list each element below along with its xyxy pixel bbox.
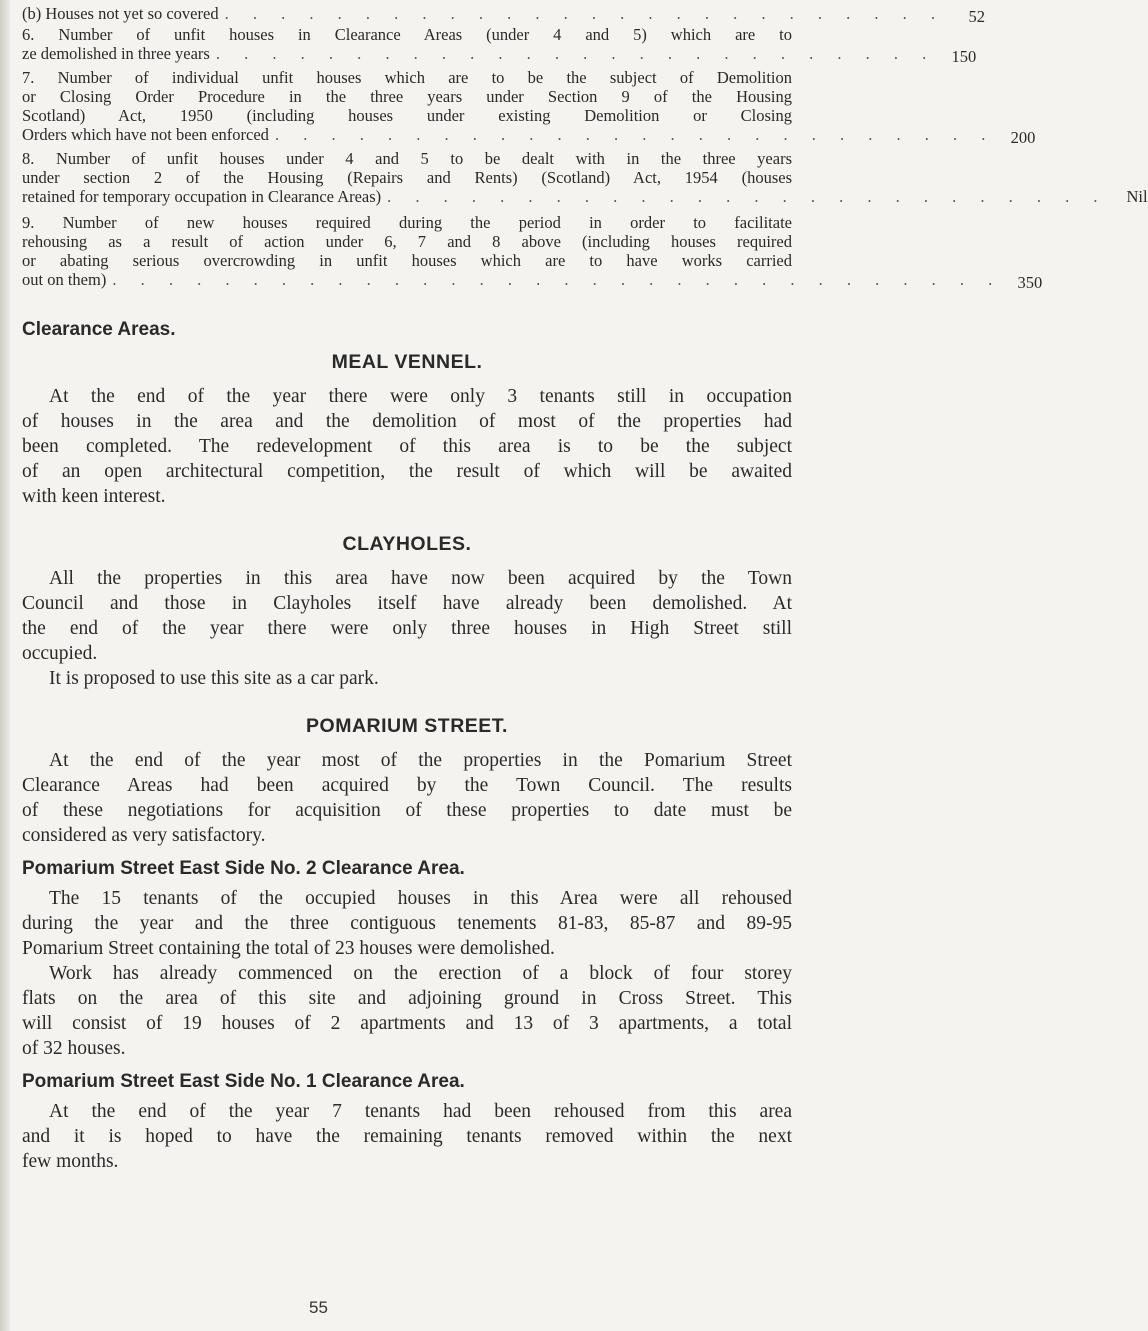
paragraph-line: during the year and the three contiguous tenements 81-83, 85-87 and 89-95 <box>22 913 792 934</box>
list-item-7-line: Orders which have not been enforced <box>22 125 269 144</box>
list-item-7-line: 7. Number of individual unfit houses which are to be the subject of Demolition <box>22 68 792 87</box>
paragraph-line: Clearance Areas had been acquired by the Town Council. The results <box>22 775 792 796</box>
paragraph-meal-vennel <box>22 384 792 509</box>
list-item-9-line: 9. Number of new houses required during the period in order to facilitate <box>22 213 792 232</box>
paragraph-line: of an open architectural competition, the result of which will be awaited <box>22 461 792 482</box>
section-title-clearance-areas: Clearance Areas. <box>22 319 176 340</box>
list-item-b-value: 52 <box>968 7 985 26</box>
paragraph-line: considered as very satisfactory. <box>22 825 266 846</box>
list-item-8-value: Nil <box>1126 187 1148 206</box>
list-item-8-line: under section 2 of the Housing (Repairs and Rents) (Scotland) Act, 1954 (houses <box>22 168 792 187</box>
page-number: 55 <box>309 1298 328 1317</box>
subsection-title-east-side-1: Pomarium Street East Side No. 1 Clearance Area. <box>22 1071 465 1092</box>
paragraph-line: Council and those in Clayholes itself have already been demolished. At <box>22 593 792 614</box>
heading-clayholes: CLAYHOLES. <box>342 533 472 555</box>
list-item-b: (b) Houses not yet so covered . . . . . . . . . . . . . . . . . . . . . . . . . . 52 <box>22 4 985 26</box>
list-item-b-text: (b) Houses not yet so covered <box>22 4 219 23</box>
paragraph-line: of houses in the area and the demolition of most of the properties had <box>22 411 792 432</box>
paragraph-line: few months. <box>22 1151 119 1172</box>
page-content <box>22 4 1148 1174</box>
paragraph-clayholes <box>22 566 792 691</box>
list-item-9-line: or abating serious overcrowding in unfit houses which are to have works carried <box>22 251 792 270</box>
paragraph-pomarium-street <box>22 748 792 848</box>
paragraph-line: It is proposed to use this site as a car park. <box>49 668 379 689</box>
paragraph-line: of these negotiations for acquisition of these properties to date must be <box>22 800 792 821</box>
paragraph-line: been completed. The redevelopment of this area is to be the subject <box>22 436 792 457</box>
paragraph-line: occupied. <box>22 643 98 664</box>
paragraph-line: the end of the year there were only three houses in High Street still <box>22 618 792 639</box>
paragraph-line: of 32 houses. <box>22 1038 126 1059</box>
paragraph-line: At the end of the year 7 tenants had been rehoused from this area <box>49 1101 792 1122</box>
list-item-6-value: 150 <box>951 47 977 66</box>
paragraph-line: All the properties in this area have now been acquired by the Town <box>49 568 792 589</box>
list-item-6-line: 6. Number of unfit houses in Clearance Areas (under 4 and 5) which are to <box>22 25 792 44</box>
paragraph-line: Work has already commenced on the erection of a block of four storey <box>49 963 792 984</box>
list-item-7-line: or Closing Order Procedure in the three years under Section 9 of the Housing <box>22 87 792 106</box>
paragraph-line: flats on the area of this site and adjoining ground in Cross Street. This <box>22 988 792 1009</box>
paragraph-line: and it is hoped to have the remaining tenants removed within the next <box>22 1126 792 1147</box>
paragraph-line: The 15 tenants of the occupied houses in this Area were all rehoused <box>49 888 792 909</box>
paragraph-line: will consist of 19 houses of 2 apartments and 13 of 3 apartments, a total <box>22 1013 792 1034</box>
list-item-8-line: 8. Number of unfit houses under 4 and 5 to be dealt with in the three years <box>22 149 792 168</box>
paragraph-line: At the end of the year most of the properties in the Pomarium Street <box>49 750 792 771</box>
list-item-7-value: 200 <box>1010 128 1036 147</box>
paragraph-line: At the end of the year there were only 3 tenants still in occupation <box>49 386 792 407</box>
paragraph-east-side-1 <box>22 1099 792 1174</box>
paragraph-east-side-2 <box>22 886 792 1061</box>
list-item-7-line: Scotland) Act, 1950 (including houses under existing Demolition or Closing <box>22 106 792 125</box>
list-item-9-line: out on them) <box>22 270 107 289</box>
list-item-9: 9. Number of new houses required during the period in order to facilitate rehousing as a result of action under 6, 7 and 8 above (including houses required or abating serious overcrowding in unfit houses which are to have works carried out on them) . . . . . . . . . . . . . . . . . . . . . . . . . . . . . . . . 350 <box>22 213 1043 292</box>
heading-pomarium-street: POMARIUM STREET. <box>306 715 508 737</box>
heading-meal-vennel: MEAL VENNEL. <box>331 351 483 373</box>
paragraph-line: with keen interest. <box>22 486 166 507</box>
list-item-9-line: rehousing as a result of action under 6, 7 and 8 above (including houses required <box>22 232 792 251</box>
list-item-8: 8. Number of unfit houses under 4 and 5 to be dealt with in the three years under section 2 of the Housing (Repairs and Rents) (Scotland) Act, 1954 (houses retained for temporary occupation in Clearance Areas) . . . . . . . . . . . . . . . . . . . . . . . . . . Nil <box>22 149 1148 206</box>
list-item-6: 6. Number of unfit houses in Clearance Areas (under 4 and 5) which are to ze demolished in three years . . . . . . . . . . . . . . . . . . . . . . . . . . 150 <box>22 25 977 66</box>
subsection-title-east-side-2: Pomarium Street East Side No. 2 Clearance Area. <box>22 858 465 879</box>
list-item-9-value: 350 <box>1017 273 1043 292</box>
list-item-7: 7. Number of individual unfit houses which are to be the subject of Demolition or Closing Order Procedure in the three years under Section 9 of the Housing Scotland) Act, 1950 (including houses under existing Demolition or Closing Orders which have not been enforced . . . . . . . . . . . . . . . . . . . . . . . . . . 200 <box>22 68 1036 147</box>
page-binding-edge <box>0 0 10 1331</box>
list-item-6-line: ze demolished in three years <box>22 44 210 63</box>
paragraph-line: Pomarium Street containing the total of 23 houses were demolished. <box>22 938 555 959</box>
list-item-8-line: retained for temporary occupation in Clearance Areas) <box>22 187 382 206</box>
